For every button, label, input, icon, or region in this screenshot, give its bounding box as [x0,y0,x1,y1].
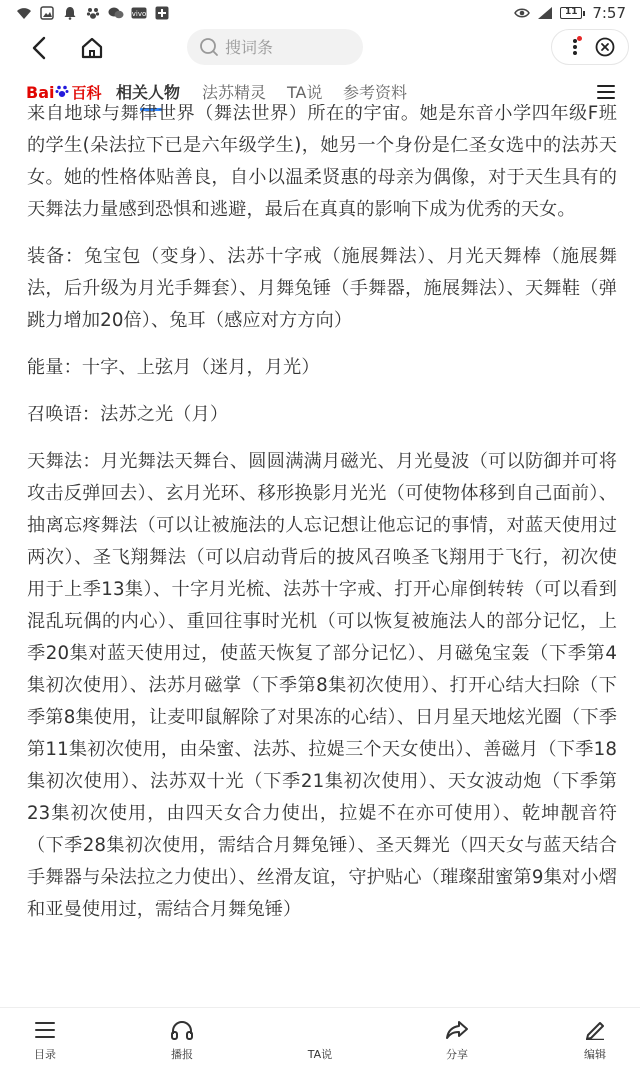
menu-button[interactable] [596,82,616,102]
bottom-toolbar [0,1007,640,1067]
chevron-left-icon [32,36,46,60]
article-content [27,104,617,994]
ta-says-button[interactable]: TA说 [307,1048,333,1061]
tab-ta-says[interactable]: TA说 [287,83,323,102]
logo-bai: Bai [26,83,55,102]
image-icon [39,5,55,21]
broadcast-label: 播报 [171,1048,193,1061]
tab-related-people[interactable]: 相关人物 [116,83,181,102]
pencil-icon [583,1020,607,1040]
list-icon [33,1020,57,1040]
plus-app-icon [154,5,170,21]
share-button[interactable] [427,1020,487,1062]
notification-dot [577,36,582,41]
home-icon [80,36,104,60]
more-button[interactable] [563,35,587,59]
battery-tip [583,11,585,16]
video-app-icon [131,5,147,21]
toc-label: 目录 [34,1048,56,1061]
search-icon [199,37,219,57]
edit-button[interactable] [565,1020,625,1062]
svg-text:vivo: vivo [131,10,147,18]
baidu-baike-logo[interactable] [26,82,102,103]
paragraph-equipment: 装备：兔宝包（变身）、法苏十字戒（施展舞法）、月光天舞棒（施展舞法，后升级为月光手舞套）、月舞兔锤（手舞器，施展舞法）、天舞鞋（弹跳力增加20倍）、兔耳（感应对方方向） [27,246,617,331]
broadcast-button[interactable] [152,1020,212,1062]
bell-icon [62,5,78,21]
paragraph-energy: 能量：十字、上弦月（迷月，月光） [27,357,320,378]
status-bar [0,0,640,26]
mini-program-capsule [551,29,629,65]
close-circle-icon [595,37,615,57]
headphones-icon [170,1020,194,1040]
chat-app-icon [108,5,124,21]
paragraph-summon: 召唤语：法苏之光（月） [27,404,229,425]
back-button[interactable] [26,34,52,62]
share-icon [445,1020,469,1040]
search-box[interactable] [187,29,363,65]
search-input[interactable] [225,38,345,57]
paw-icon [55,84,69,102]
status-left-icons [16,5,170,21]
signal-icon [537,5,553,21]
eye-icon [514,5,530,21]
battery-level: 11 [560,7,582,19]
close-button[interactable] [593,35,617,59]
hamburger-menu-icon [597,84,615,100]
top-bar [0,26,640,70]
tab-fasu-spirit[interactable]: 法苏精灵 [202,83,267,102]
paragraph-intro: 来自地球与舞律世界（舞法世界）所在的宇宙。她是东音小学四年级F班的学生(朵法拉下已是六年级学生)，她另一个身份是仁圣女选中的法苏天女。她的性格体贴善良，自小以温柔贤惠的母亲为偶像，对于天生具有的天舞法力量感到恐惧和逃避，最后在真真的影响下成为优秀的天女。 [27,104,617,220]
paragraph-dance-magic: 天舞法：月光舞法天舞台、圆圆满满月磁光、月光曼波（可以防御并可将攻击反弹回去）、玄月光环、移形换影月光光（可使物体移到自己面前）、抽离忘疼舞法（可以让被施法的人忘记想让他忘记的事情，对蓝天使用过两次）、圣飞翔舞法（可以启动背后的披风召唤圣飞翔用于飞行，初次使用于上季13集）、十字月光梳、法苏十字戒、打开心扉倒转转（可以看到混乱玩偶的内心）、重回往事时光机（可以恢复被施法人的部分记忆，上季20集对蓝天使用过，使蓝天恢复了部分记忆）、月磁兔宝轰（下季第4集初次使用）、法苏月磁掌（下季第8集初次使用）、打开心结大扫除（下季第8集使用，让麦叩鼠解除了对果冻的心结）、日月星天地炫光圈（下季第11集初次使用，由朵蜜、法苏、拉媞三个天女使出）、善磁月（下季18集初次使用）、法苏双十光（下季21集初次使用）、天女波动炮（下季第23集初次使用，由四天女合力使出，拉媞不在亦可使用）、乾坤靓音符（下季28集初次使用，需结合月舞兔锤）、圣天舞光（四天女与蓝天结合手舞器与朵法拉之力使出）、丝滑友谊，守护贴心（璀璨甜蜜第9集对小熠和亚曼使用过，需结合月舞兔锤） [27,451,617,920]
tab-references[interactable]: 参考资料 [343,83,408,102]
status-right-icons [514,4,626,22]
battery-indicator [560,7,585,19]
toc-button[interactable] [15,1020,75,1062]
edit-label: 编辑 [584,1048,606,1061]
status-time: 7:57 [592,4,626,22]
share-label: 分享 [446,1048,468,1061]
logo-baike: 百科 [71,84,102,102]
home-button[interactable] [78,34,106,62]
wifi-icon [16,5,32,21]
paw-app-icon [85,5,101,21]
